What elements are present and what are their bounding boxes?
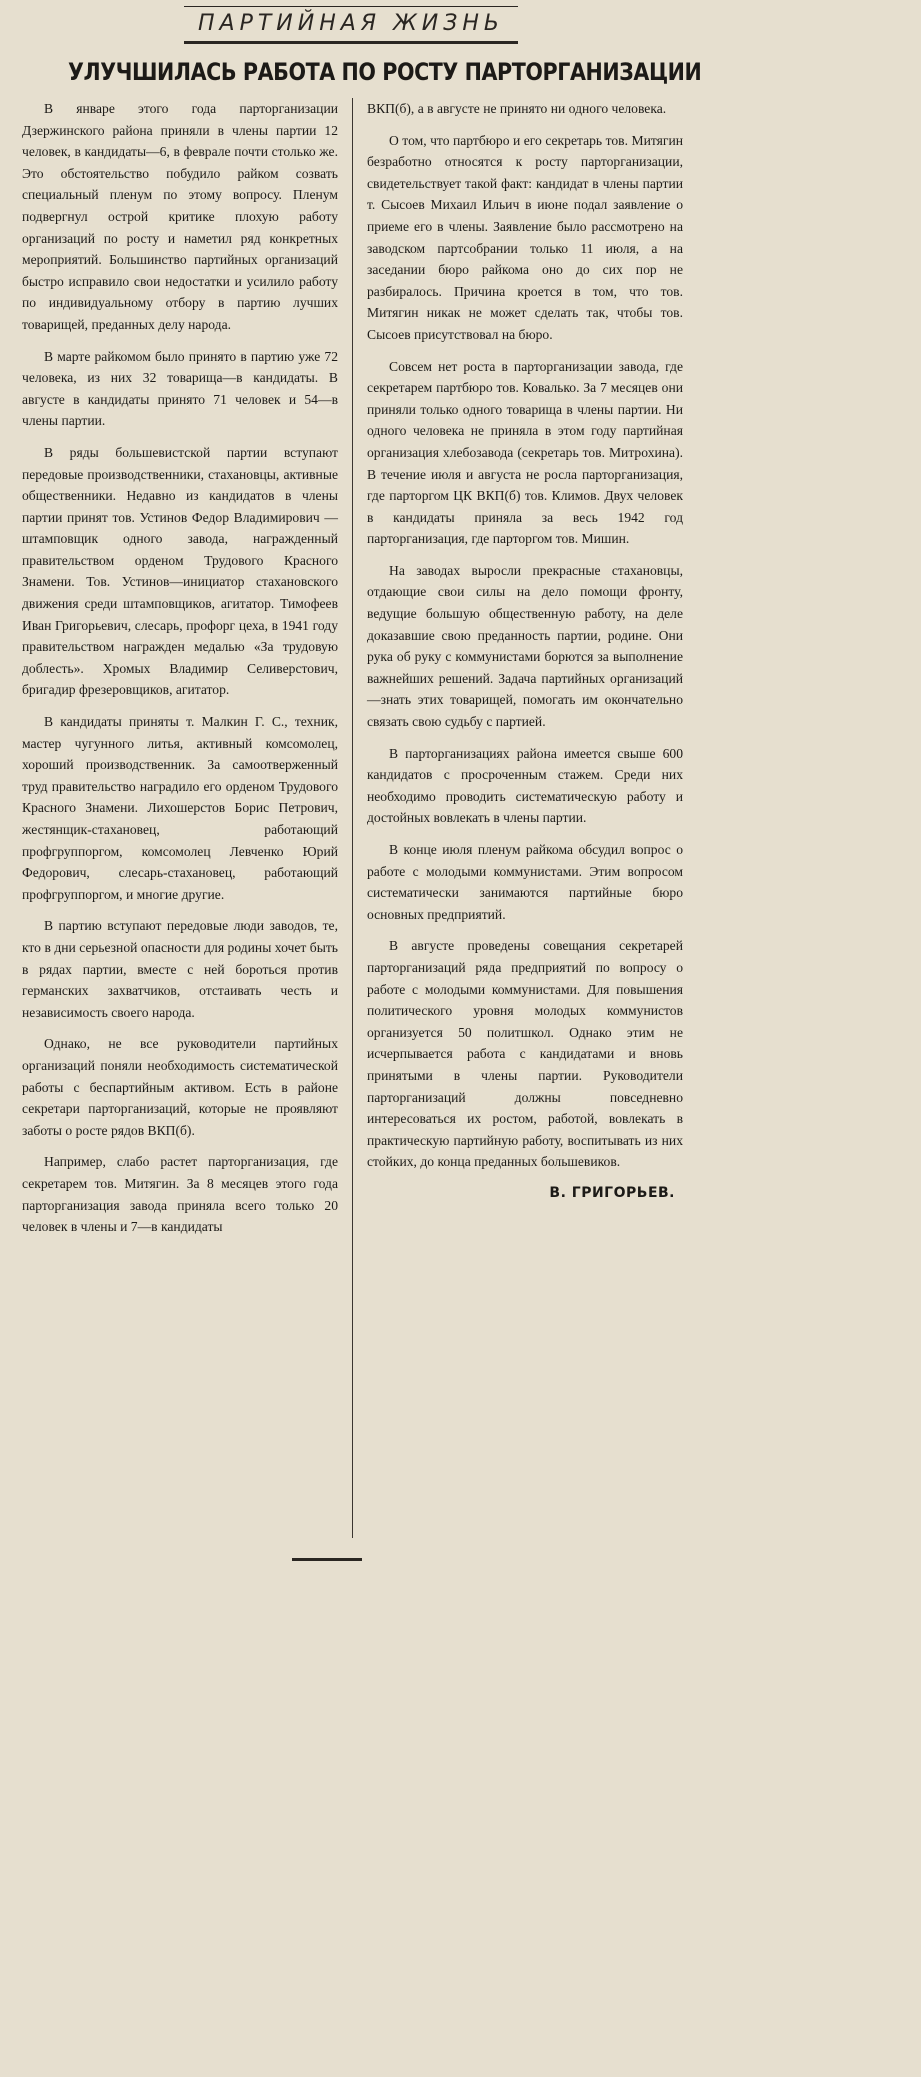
rubric-title: ПАРТИЙНАЯ ЖИЗНЬ <box>184 6 518 44</box>
article-headline: УЛУЧШИЛАСЬ РАБОТА ПО РОСТУ ПАРТОРГАНИЗАЦИИ <box>68 58 702 86</box>
paragraph: В партию вступают передовые люди заводов, те, кто в дни серьезной опасности для родины хочет быть в рядах партии, вместе с ней бороться против германских захватчиков, отстаивать честь и независимость своего народа. <box>22 918 338 1020</box>
paragraph: Однако, не все руководители партийных организаций поняли необходимость систематической работы с беспартийным активом. Есть в районе секретари парторганизаций, которые не проявляют заботы о росте рядов ВКП(б). <box>22 1036 338 1138</box>
paragraph: На заводах выросли прекрасные стахановцы, отдающие свои силы на дело помощи фронту, ведущие большую общественную работу, на деле доказавшие свою преданность партии, родине. Они рука об руку с коммунистами борются за выполнение важнейших решений. Задача партийных организаций —знать этих товарищей, помогать им окончательно связать свою судьбу с партией. <box>367 562 683 730</box>
right-column <box>367 98 683 1548</box>
bottom-rule <box>292 1558 362 1561</box>
article-body <box>22 98 682 1548</box>
paragraph: В марте райкомом было принято в партию уже 72 человека, из них 32 товарища—в кандидаты. В августе в кандидаты принято 71 человек и 54—в члены партии. <box>22 348 338 429</box>
section-rubric <box>22 6 680 46</box>
paragraph: Например, слабо растет парторганизация, где секретарем тов. Митягин. За 8 месяцев этого года парторганизация завода приняла всего только 20 человек в члены и 7—в кандидаты <box>22 1154 338 1235</box>
author-signature: В. ГРИГОРЬЕВ. <box>549 1184 675 1201</box>
paragraph: ВКП(б), а в августе не принято ни одного человека. <box>367 101 667 116</box>
paragraph: В ряды большевистской партии вступают передовые производственники, стахановцы, активные общественники. Недавно из кандидатов в члены партии принят тов. Устинов Федор Владимирович — штамповщик одного завода, награжденный правительством орденом Трудового Красного Знамени. Тов. Устинов—инициатор стахановского движения среди штамповщиков, агитатор. Тимофеев Иван Григорьевич, слесарь, профорг цеха, в 1941 году правительством награжден медалью «За трудовую доблесть». Хромых Владимир Селиверстович, бригадир фрезеровщиков, агитатор. <box>22 444 338 698</box>
paragraph: В парторганизациях района имеется свыше 600 кандидатов с просроченным стажем. Среди них необходимо проводить систематическую работу и достойных вовлекать в члены партии. <box>367 745 683 826</box>
paragraph: В кандидаты приняты т. Малкин Г. С., техник, мастер чугунного литья, активный комсомолец, хороший производственник. За самоотверженный труд правительство наградило его орденом Трудового Красного Знамени. Лихошерстов Борис Петрович, жестянщик-стахановец, работающий профгруппоргом, комсомолец Левченко Юрий Федорович, слесарь-стахановец, работающий профгруппоргом, и многие другие. <box>22 714 338 902</box>
paragraph: В конце июля пленум райкома обсудил вопрос о работе с молодыми коммунистами. Этим вопросом систематически занимаются партийные бюро основных предприятий. <box>367 842 683 922</box>
column-divider <box>352 98 353 1538</box>
paragraph: Совсем нет роста в парторганизации завода, где секретарем партбюро тов. Ковалько. За 7 месяцев они приняли только одного товарища в члены партии. Ни одного человека не приняла в этом году партийная организация хлебозавода (секретарь тов. Митрохина). В течение июля и августа не росла парторганизация, где парторгом ЦК ВКП(б) тов. Климов. Двух человек в кандидаты приняла за весь 1942 год парторганизация, где парторгом тов. Мишин. <box>367 358 683 547</box>
paragraph: В январе этого года парторганизации Дзержинского района приняли в члены партии 12 человек, в кандидаты—6, в феврале почти столько же. Это обстоятельство побудило райком созвать специальный пленум по этому вопросу. Пленум подвергнул острой критике плохую работу организаций по росту и наметил ряд конкретных мероприятий. Большинство партийных организаций быстро исправило свои недостатки и усилило работу по индивидуальному отбору в партию лучших товарищей, преданных делу народа. <box>22 101 338 332</box>
left-column <box>22 98 338 1548</box>
paragraph: В августе проведены совещания секретарей парторганизаций ряда предприятий по вопросу о работе с молодыми коммунистами. Для повышения политического уровня молодых коммунистов организуется 50 политшкол. Однако этим не исчерпывается работа с кандидатами и вновь принятыми в члены партии. Руководители парторганизаций должны повседневно интересоваться их ростом, работой, вовлекать в практическую партийную работу, воспитывать из них стойких, до конца преданных большевиков. <box>367 938 683 1170</box>
paragraph: О том, что партбюро и его секретарь тов. Митягин безработно относятся к росту парторганизации, свидетельствует такой факт: кандидат в члены партии т. Сысоев Михаил Ильич в июне подал заявление о приеме его в члены. Заявление было рассмотрено на заводском партсобрании только 11 июля, а на заседании бюро райкома оно до сих пор не разбиралось. Причина кроется в том, что тов. Митягин никак не может сделать так, чтобы тов. Сысоев присутствовал на бюро. <box>367 132 683 342</box>
